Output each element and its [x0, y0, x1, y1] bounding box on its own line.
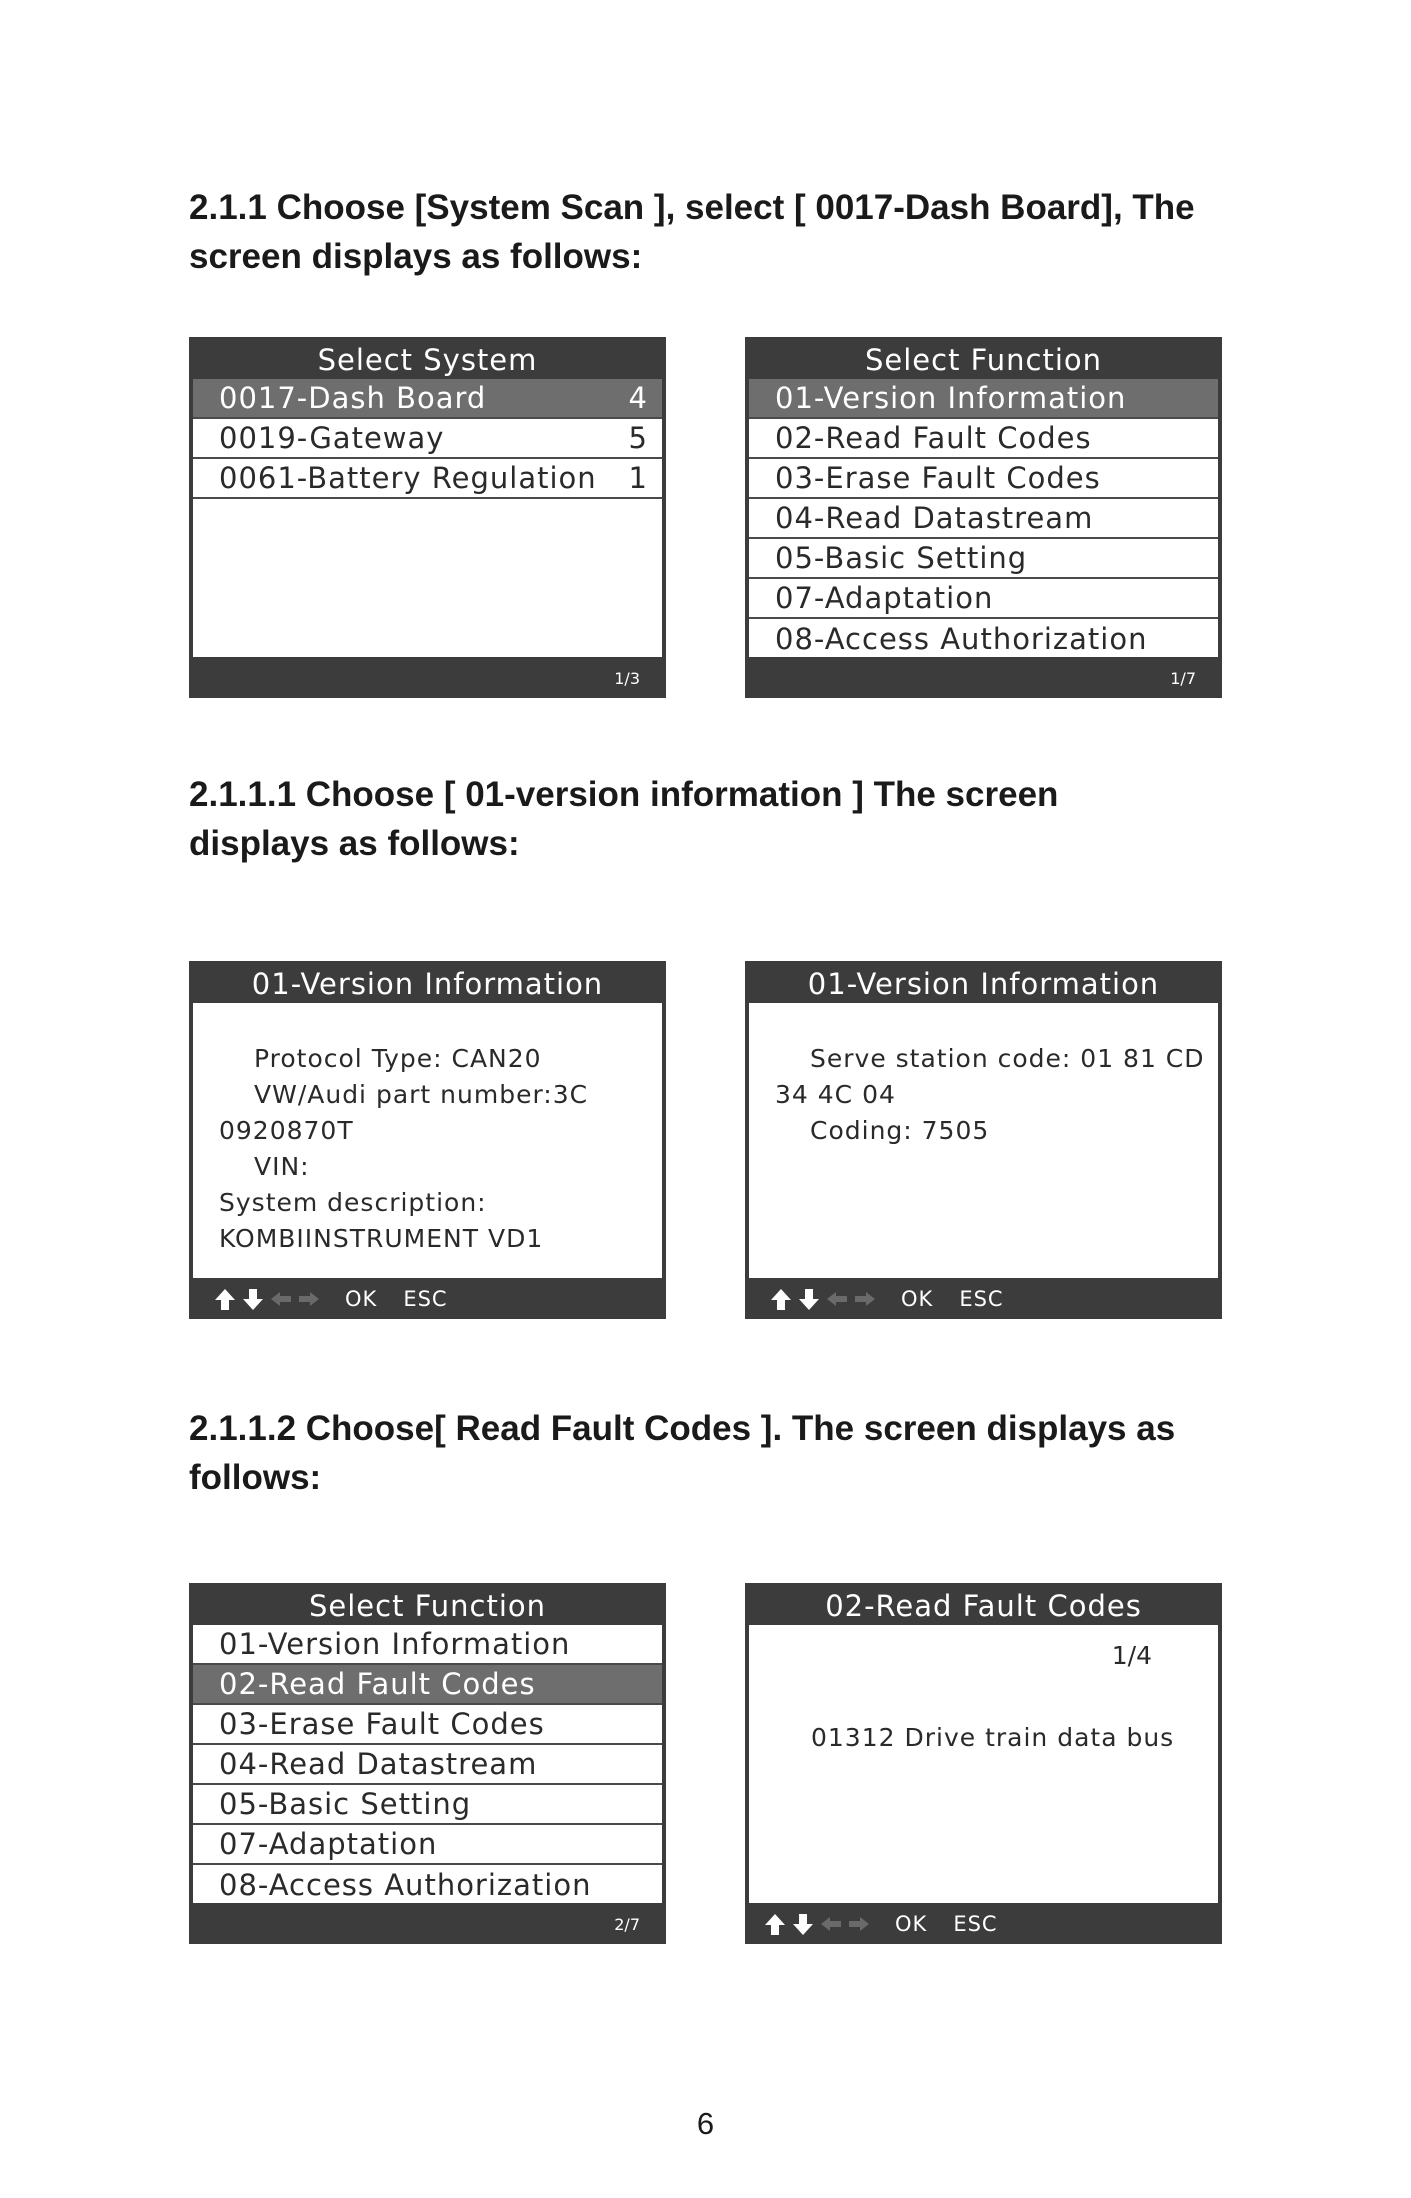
- screen-title: Select Function: [864, 343, 1103, 377]
- arrow-up-icon[interactable]: [761, 1910, 789, 1938]
- list-item-count: 1: [628, 461, 648, 495]
- ok-button[interactable]: OK: [345, 1287, 378, 1311]
- list-item-label: 02-Read Fault Codes: [775, 421, 1092, 455]
- section-heading-2-1-1-2: [189, 1404, 1249, 1502]
- info-line: Serve station code: 01 81 CD: [810, 1044, 1205, 1073]
- list-item-read-fault-codes[interactable]: [749, 419, 1218, 459]
- screen-version-information-1: [189, 961, 666, 1319]
- arrow-left-icon: [823, 1285, 851, 1313]
- heading-line: follows:: [189, 1458, 322, 1497]
- esc-button[interactable]: ESC: [953, 1912, 998, 1936]
- list-item-0017-dash-board[interactable]: [193, 379, 662, 419]
- screen-body: [749, 379, 1218, 657]
- arrow-down-icon[interactable]: [239, 1285, 267, 1313]
- ok-button[interactable]: OK: [901, 1287, 934, 1311]
- list-item-label: 0017-Dash Board: [219, 381, 487, 415]
- screen-footer: [745, 657, 1222, 698]
- list-item-erase-fault-codes[interactable]: [193, 1705, 662, 1745]
- nav-bar: [767, 1284, 1004, 1314]
- screen-body: [749, 1625, 1218, 1903]
- arrow-up-icon[interactable]: [767, 1285, 795, 1313]
- arrow-left-icon: [817, 1910, 845, 1938]
- list-item-basic-setting[interactable]: [749, 539, 1218, 579]
- screen-title: Select System: [317, 343, 538, 377]
- screen-body: [193, 1625, 662, 1903]
- list-item-label: 0061-Battery Regulation: [219, 461, 597, 495]
- list-item-label: 03-Erase Fault Codes: [219, 1707, 545, 1741]
- arrow-right-icon: [845, 1910, 873, 1938]
- list-item-read-fault-codes[interactable]: [193, 1665, 662, 1705]
- list-item-label: 05-Basic Setting: [775, 541, 1028, 575]
- screen-body: [193, 1003, 662, 1278]
- list-item-adaptation[interactable]: [749, 579, 1218, 619]
- list-item-label: 01-Version Information: [219, 1627, 571, 1661]
- nav-bar: [211, 1284, 448, 1314]
- screen-title: 01-Version Information: [807, 967, 1160, 1001]
- list-item-access-authorization[interactable]: [749, 619, 1218, 657]
- list-item-label: 0019-Gateway: [219, 421, 445, 455]
- list-item-label: 05-Basic Setting: [219, 1787, 472, 1821]
- esc-button[interactable]: ESC: [959, 1287, 1004, 1311]
- list-item-label: 04-Read Datastream: [775, 501, 1094, 535]
- arrow-right-icon: [295, 1285, 323, 1313]
- list-item-label: 03-Erase Fault Codes: [775, 461, 1101, 495]
- screen-footer: [745, 1278, 1222, 1319]
- screen-footer: [745, 1903, 1222, 1944]
- list-item-erase-fault-codes[interactable]: [749, 459, 1218, 499]
- list-item-access-authorization[interactable]: [193, 1865, 662, 1903]
- list-item-label: 07-Adaptation: [775, 581, 994, 615]
- arrow-down-icon[interactable]: [795, 1285, 823, 1313]
- list-item-count: 4: [628, 381, 648, 415]
- list-item-read-datastream[interactable]: [749, 499, 1218, 539]
- list-item-label: 08-Access Authorization: [219, 1868, 592, 1902]
- heading-line: 2.1.1.2 Choose[ Read Fault Codes ]. The screen displays as: [189, 1409, 1176, 1448]
- fault-page-indicator: 1/4: [1111, 1641, 1152, 1670]
- list-item-count: 5: [628, 421, 648, 455]
- info-line: VW/Audi part number:3C: [254, 1080, 589, 1109]
- list-item-0019-gateway[interactable]: [193, 419, 662, 459]
- page-indicator: 2/7: [614, 1915, 640, 1934]
- list-item-label: 01-Version Information: [775, 381, 1127, 415]
- list-item-label: 07-Adaptation: [219, 1827, 438, 1861]
- screen-title: 02-Read Fault Codes: [825, 1589, 1142, 1623]
- screen-footer: [189, 1278, 666, 1319]
- info-line: VIN:: [254, 1152, 310, 1181]
- list-item-label: 08-Access Authorization: [775, 622, 1148, 656]
- screen-read-fault-codes: [745, 1583, 1222, 1944]
- list-item-label: 04-Read Datastream: [219, 1747, 538, 1781]
- list-item-label: 02-Read Fault Codes: [219, 1667, 536, 1701]
- info-line: 0920870T: [219, 1116, 354, 1145]
- screen-version-information-2: [745, 961, 1222, 1319]
- arrow-up-icon[interactable]: [211, 1285, 239, 1313]
- screen-footer: [189, 657, 666, 698]
- info-text: [749, 1003, 1218, 1149]
- info-line: Coding: 7505: [810, 1116, 990, 1145]
- list-item-adaptation[interactable]: [193, 1825, 662, 1865]
- info-line: KOMBIINSTRUMENT VD1: [219, 1224, 544, 1253]
- screen-footer: [189, 1903, 666, 1944]
- fault-code-item[interactable]: 01312 Drive train data bus: [811, 1723, 1175, 1752]
- page-indicator: 1/7: [1170, 669, 1196, 688]
- screen-body: [193, 379, 662, 657]
- page-number: 6: [696, 2106, 715, 2141]
- heading-line: 2.1.1.1 Choose [ 01-version information ] The screen: [189, 775, 1059, 814]
- nav-bar: [761, 1909, 998, 1939]
- info-text: [193, 1003, 662, 1257]
- heading-line: screen displays as follows:: [189, 237, 643, 276]
- screen-title: 01-Version Information: [251, 967, 604, 1001]
- arrow-right-icon: [851, 1285, 879, 1313]
- list-item-version-information[interactable]: [749, 379, 1218, 419]
- screen-title: Select Function: [308, 1589, 547, 1623]
- list-item-version-information[interactable]: [193, 1625, 662, 1665]
- screen-select-system: [189, 337, 666, 698]
- section-heading-2-1-1-1: [189, 770, 1249, 868]
- info-line: Protocol Type: CAN20: [254, 1044, 542, 1073]
- screen-select-function-1: [745, 337, 1222, 698]
- screen-body: [749, 1003, 1218, 1278]
- list-item-0061-battery-regulation[interactable]: [193, 459, 662, 499]
- esc-button[interactable]: ESC: [403, 1287, 448, 1311]
- heading-line: 2.1.1 Choose [System Scan ], select [ 0017-Dash Board], The: [189, 188, 1195, 227]
- list-item-read-datastream[interactable]: [193, 1745, 662, 1785]
- section-heading-2-1-1: [189, 183, 1249, 281]
- page-indicator: 1/3: [614, 669, 640, 688]
- info-line: System description:: [219, 1188, 487, 1217]
- info-line: 34 4C 04: [775, 1080, 896, 1109]
- list-item-basic-setting[interactable]: [193, 1785, 662, 1825]
- arrow-left-icon: [267, 1285, 295, 1313]
- arrow-down-icon[interactable]: [789, 1910, 817, 1938]
- heading-line: displays as follows:: [189, 824, 520, 863]
- ok-button[interactable]: OK: [895, 1912, 928, 1936]
- screen-select-function-2: [189, 1583, 666, 1944]
